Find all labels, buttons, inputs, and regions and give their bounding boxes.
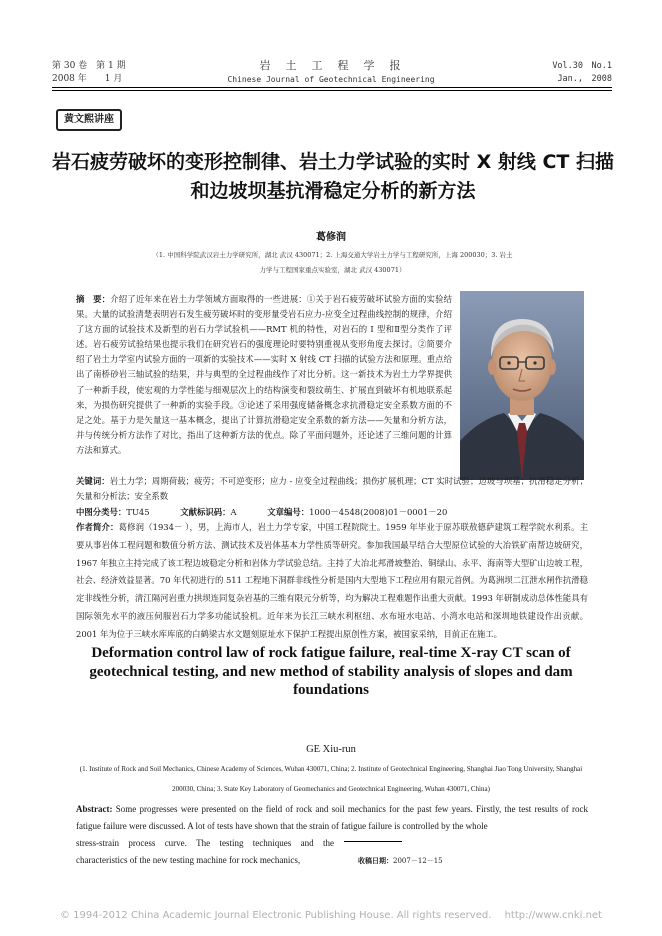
article-number-value: 1000－4548(2008)01－0001－20 <box>309 507 448 517</box>
keywords-cn-label: 关键词： <box>76 476 110 486</box>
header-date-en: Jan., 2008 <box>557 74 612 84</box>
abstract-cn-text: 介绍了近年来在岩土力学领域方面取得的一些进展：①关于岩石疲劳破坏试验方面的实验结果。大量的试验清楚表明岩石发生疲劳破坏时的变形量受岩石应力-应变全过程曲线控制的规律，介绍了这方面的试验技术及新型的岩石力学试验机——RMT 机的特性，对岩石的 Ⅰ 型和Ⅱ型分类作了评述。岩石疲劳试验结果也提示我们在研究岩石的强度理论时要特别重视从变形角度去探讨。②简要介绍了岩土力学室内试验方面的一项新的实验技术——实时 X 射线 CT 扫描的试验方法和原理。重点给出了南桥砂岩三轴试验的结果，并与典型的全过程曲线作了对比分析。这一新技术为岩土力学界提供了一种新手段，使宏观的力学性能与细观层次上的结构演变和裂纹萌生、扩展直到破坏有机地联系起来，为损伤研究提供了一种新的实验手段。③论述了采用强度储备概念求抗滑稳定安全系数方面的不足之处。基于力是矢量这一基本概念，提出了计算抗滑稳定安全系数的新方法——矢量和分析方法，并与传统分析方法作了对比，指出了这种新方法的优点。除了平面问题外，还论述了三维问题的计算方法和算式。 <box>76 294 453 455</box>
abstract-cn <box>76 292 452 458</box>
title-cn: 岩石疲劳破坏的变形控制律、岩土力学试验的实时 X 射线 CT 扫描和边坡坝基抗滑稳定分析的新方法 <box>51 151 614 202</box>
header-journal-en: Chinese Journal of Geotechnical Engineering <box>227 75 435 84</box>
abstract-cn-label: 摘 要： <box>76 294 111 304</box>
column-badge: 黄文熙讲座 <box>56 109 122 131</box>
doc-code-value: A <box>230 507 237 517</box>
abstract-en-continued: stress-strain process curve. The testing techniques and the characteristics of the new testing machine for rock mechanics, <box>76 838 334 865</box>
author-en: GE Xiu-run <box>306 744 356 755</box>
author-portrait <box>460 291 584 480</box>
header-rule <box>52 87 612 88</box>
title-en: Deformation control law of rock fatigue failure, real-time X-ray CT scan of geotechnical testing, and new method of stability analysis of slopes and dam foundations <box>89 645 573 698</box>
article-number-label: 文章编号： <box>267 507 310 517</box>
header-journal-cn: 岩 土 工 程 学 报 <box>259 59 403 72</box>
affiliation-cn: （1. 中国科学院武汉岩土力学研究所，湖北 武汉 430071；2. 上海交通大学岩土力学与工程研究所，上海 200030；3. 岩土力学与工程国家重点实验室，湖北 武汉 430071） <box>152 251 513 274</box>
abstract-en <box>76 801 588 835</box>
keywords-cn-text: 岩土力学；周期荷载；疲劳；不可逆变形；应力 - 应变全过程曲线；损伤扩展机理；CT 实时试验；边坡与坝基；抗滑稳定分析；矢量和分析法；安全系数 <box>76 476 588 501</box>
abstract-en-text: Some progresses were presented on the field of rock and soil mechanics for the past few years. Firstly, the test results of rock fatigue failure were discussed. A lot of tests have shown that the strain of fatigue failure is controlled by the whole <box>76 804 588 831</box>
author-bio <box>76 519 588 644</box>
footnote-rule <box>344 841 402 842</box>
received-date-label: 收稿日期： <box>358 857 393 865</box>
header-volume-en: Vol.30 No.1 <box>552 61 612 71</box>
clc-value: TU45 <box>126 507 150 517</box>
clc-label: 中图分类号： <box>76 507 127 517</box>
header-volume-cn: 第 30 卷 第 1 期 <box>52 61 126 71</box>
author-cn: 葛修润 <box>316 232 346 243</box>
received-date <box>358 856 443 866</box>
copyright-footer: © 1994-2012 China Academic Journal Electronic Publishing House. All rights reserved. http://www.cnki.net <box>60 910 602 921</box>
author-bio-text: 葛修润（1934－ ），男，上海市人，岩土力学专家，中国工程院院士。1959 年毕业于原苏联敖德萨建筑工程学院水利系。主要从事岩体工程问题和数值分析方法、测试技术及岩体基本力学性质等研究。参加我国最早结合大型原位试验的大冶铁矿南帮边坡研究，1967 年独立主持完成了该工程边坡稳定分析和岩体力学试验总结。主持了大冶北邦滑坡整治、铜绿山、永平、海南等大型矿山边坡工程，社会、经济效益显著。70 年代初进行的 511 工程地下洞群非线性分析是国内大型地下工程应用有限元首例。为葛洲坝二江泄水闸作抗滑稳定非线性分析，清江隔河岩重力拱坝连同复杂岩基的三维有限元分析等，均为解决工程难题作出重大贡献。1993 年研制成动总体性能具有国际领先水平的液压伺服岩石力学多功能试验机。近年来为长江三峡水利枢纽、水布垭水电站、小湾水电站和深圳地铁建设作出贡献。2001 年为位于三峡水库库底的白鹤梁古水文题刻原址水下保护工程提出原创性方案，被国家采纳，目前正在施工。 <box>76 522 588 639</box>
doc-code-label: 文献标识码： <box>180 507 231 517</box>
abstract-en-label: Abstract: <box>76 804 113 814</box>
affiliation-en: (1. Institute of Rock and Soil Mechanics, Chinese Academy of Sciences, Wuhan 430071, China; 2. Institute of Geotechnical Engineering, Shanghai Jiao Tong University, Shanghai 200030, China; 3. State Key Laboratory of Geomechanics and Geotechnical Engineering, Wuhan 430071, China) <box>79 765 583 793</box>
received-date-value: 2007－12－15 <box>393 857 443 865</box>
author-bio-label: 作者简介： <box>76 522 119 532</box>
classification-row <box>76 505 588 519</box>
keywords-cn <box>76 474 588 503</box>
header-date-cn: 2008 年 1 月 <box>52 74 123 84</box>
header-rule <box>52 90 612 91</box>
